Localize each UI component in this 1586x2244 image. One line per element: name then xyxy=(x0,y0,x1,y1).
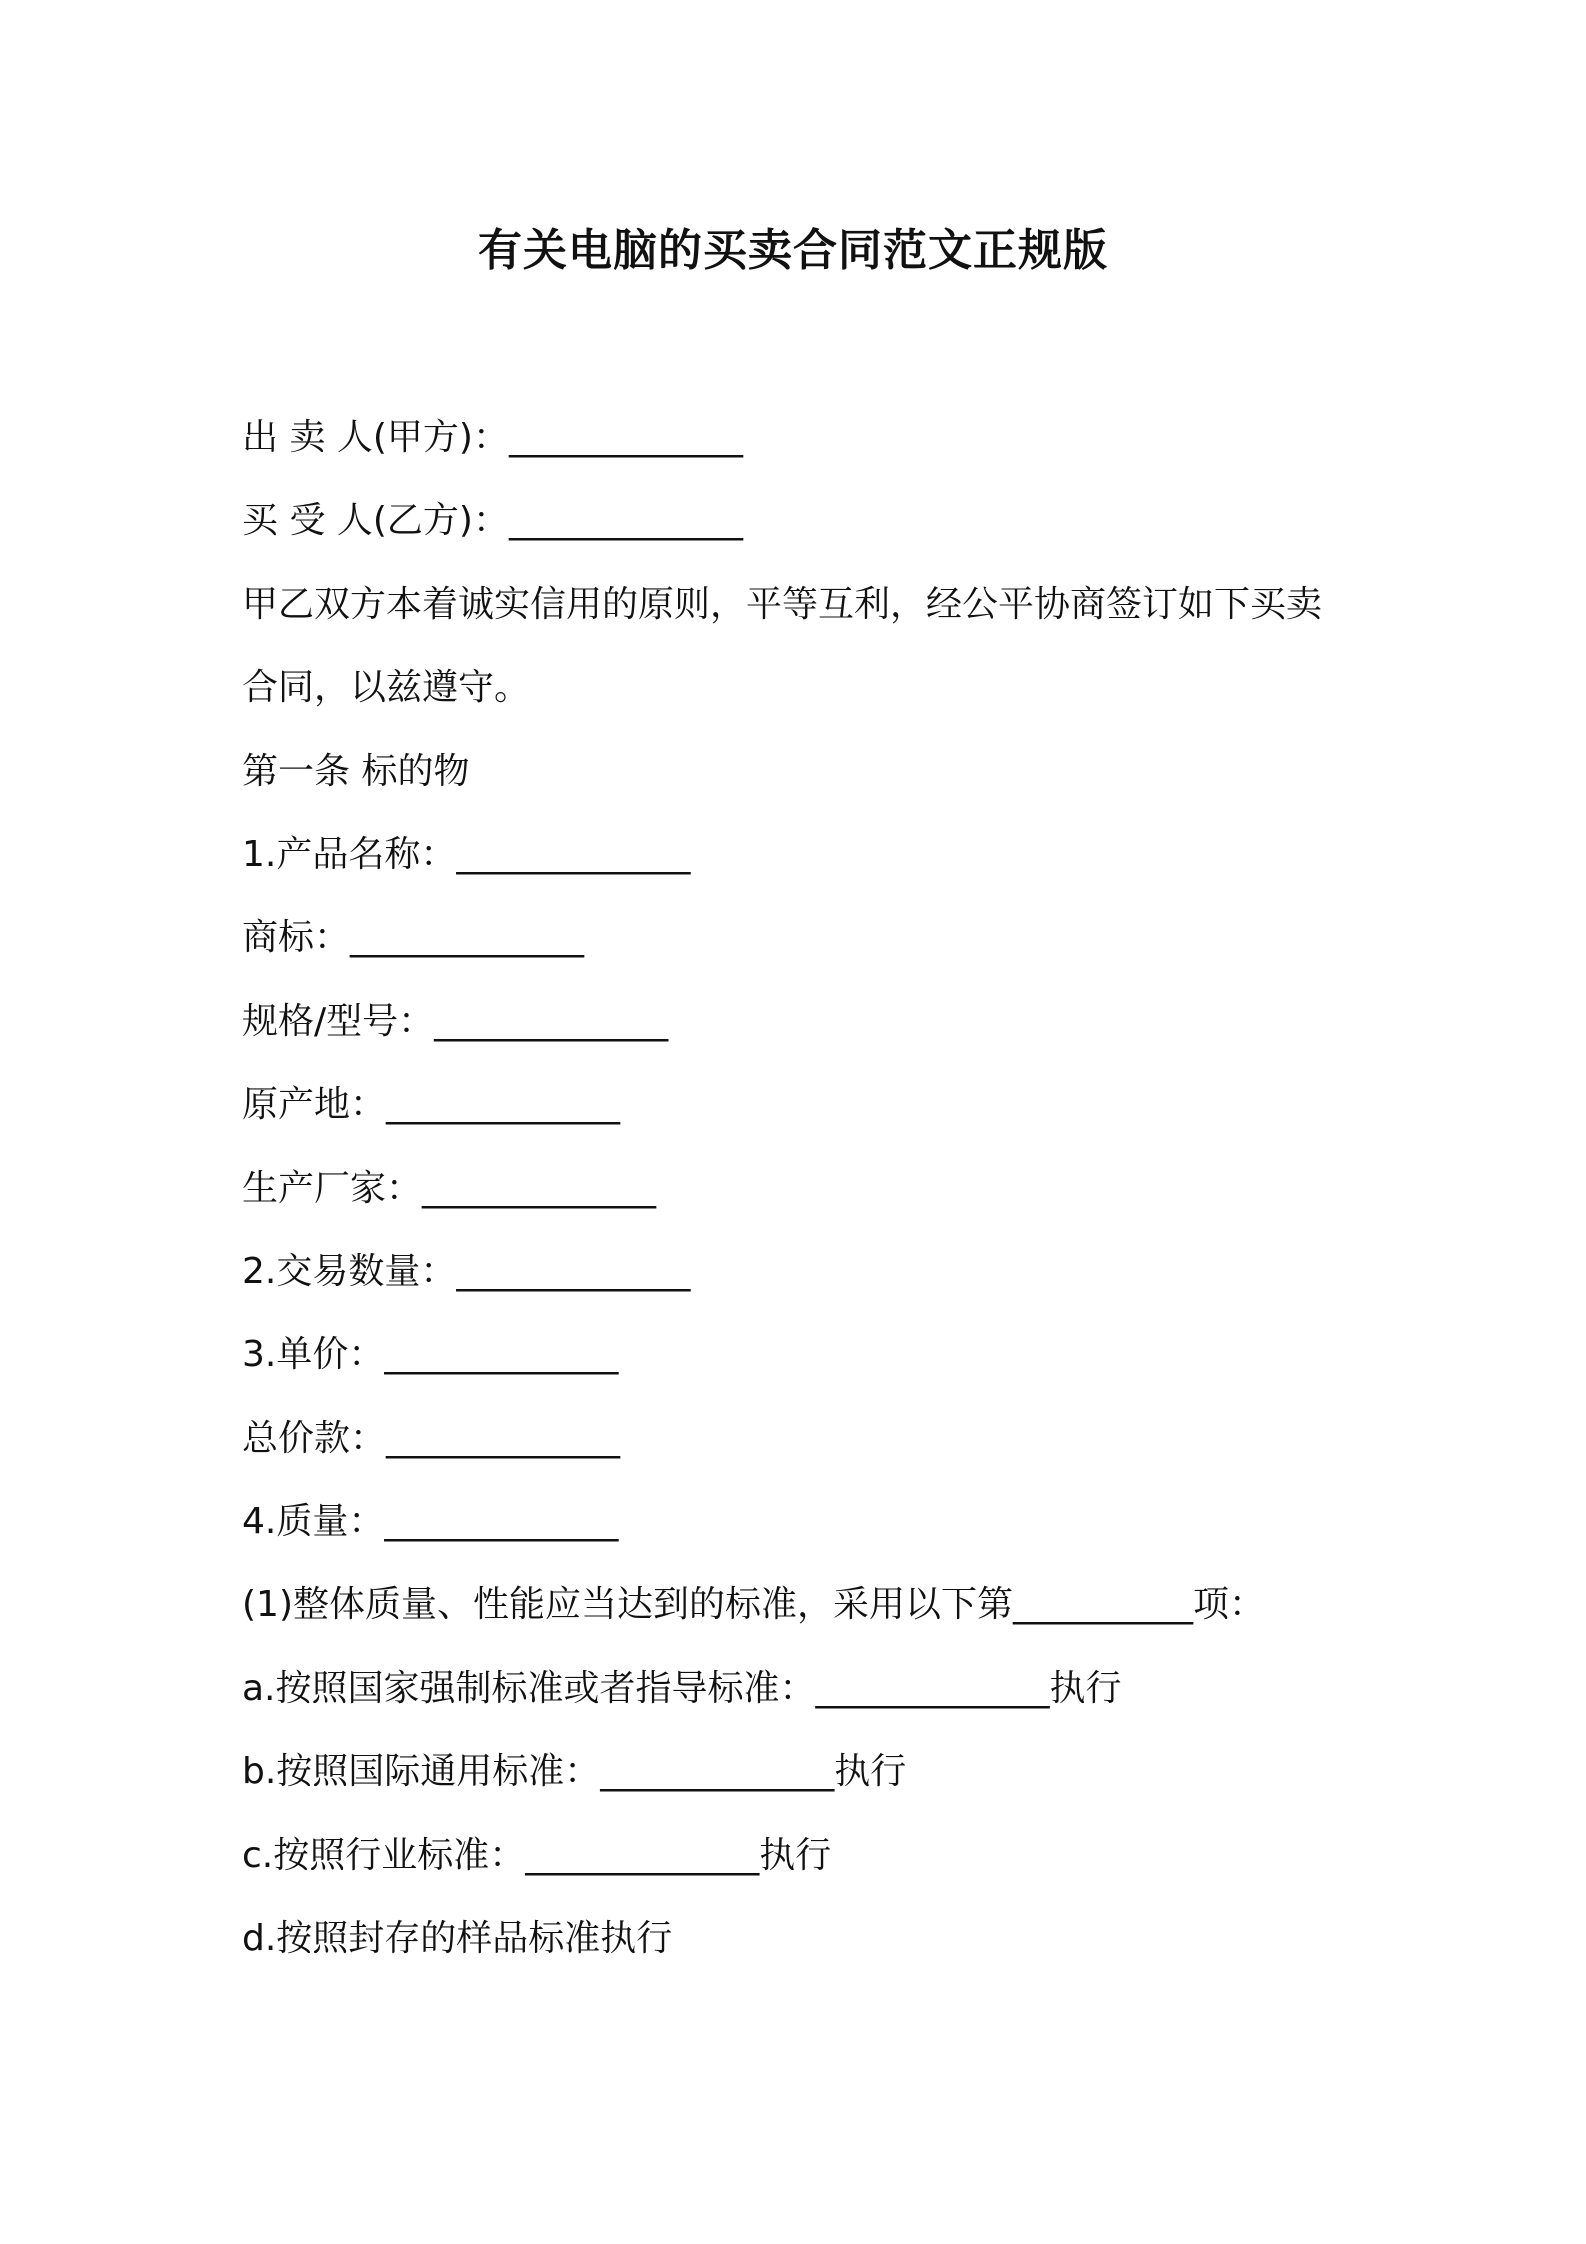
article-1-heading: 第一条 标的物 xyxy=(242,750,470,792)
quality-standard-line: (1)整体质量、性能应当达到的标准，采用以下第__________项： xyxy=(242,1584,1265,1626)
buyer-line: 买 受 人(乙方)：_____________ xyxy=(242,500,743,542)
preamble-line-2: 合同，以兹遵守。 xyxy=(242,667,531,709)
standard-option-b: b.按照国际通用标准：_____________执行 xyxy=(242,1751,907,1793)
standard-option-c: c.按照行业标准：_____________执行 xyxy=(242,1834,832,1876)
unit-price-line: 3.单价：_____________ xyxy=(242,1334,619,1376)
document-title: 有关电脑的买卖合同范文正规版 xyxy=(478,225,1108,276)
standard-option-a: a.按照国家强制标准或者指导标准：_____________执行 xyxy=(242,1667,1122,1709)
total-price-line: 总价款：_____________ xyxy=(242,1417,621,1459)
preamble-line-1: 甲乙双方本着诚实信用的原则，平等互利，经公平协商签订如下买卖 xyxy=(242,583,1323,625)
manufacturer-line: 生产厂家：_____________ xyxy=(242,1167,657,1209)
standard-option-d: d.按照封存的样品标准执行 xyxy=(242,1918,673,1960)
model-line: 规格/型号：_____________ xyxy=(242,1000,669,1042)
product-name-line: 1.产品名称：_____________ xyxy=(242,833,691,875)
trademark-line: 商标：_____________ xyxy=(242,917,585,959)
origin-line: 原产地：_____________ xyxy=(242,1084,621,1126)
seller-line: 出 卖 人(甲方)：_____________ xyxy=(242,417,743,458)
document-body xyxy=(242,408,1372,1992)
quality-line: 4.质量：_____________ xyxy=(242,1501,619,1543)
quantity-line: 2.交易数量：_____________ xyxy=(242,1250,691,1292)
